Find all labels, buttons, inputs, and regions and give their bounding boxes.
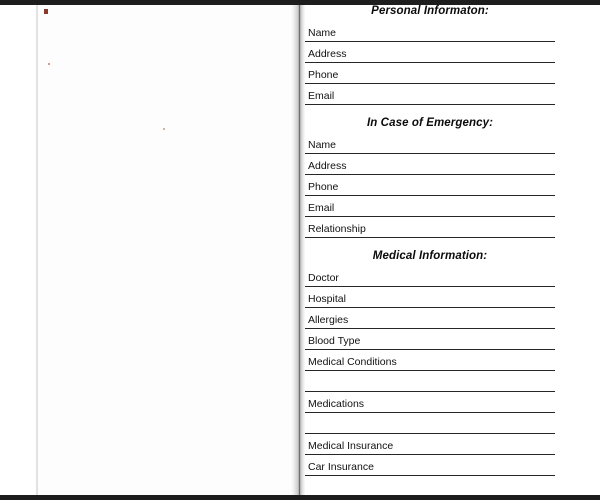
field-label: Allergies	[308, 314, 349, 326]
field-row[interactable]	[305, 287, 555, 308]
field-label: Medical Conditions	[308, 356, 397, 368]
field-label: Car Insurance	[308, 461, 374, 473]
section-title-emergency: In Case of Emergency:	[366, 117, 494, 129]
field-rule	[305, 104, 555, 105]
section-fields-medical	[305, 266, 555, 497]
field-row[interactable]	[305, 308, 555, 329]
notebook-spine-line	[299, 5, 300, 495]
field-label: Phone	[308, 181, 339, 193]
field-label: Email	[308, 90, 335, 102]
left-page-edge	[36, 5, 38, 495]
scan-speck	[48, 63, 50, 65]
field-label: Medical Insurance	[308, 440, 394, 452]
field-label: Blood Type	[308, 335, 361, 347]
field-row[interactable]	[305, 154, 555, 175]
field-label: Email	[308, 202, 335, 214]
scan-speck	[44, 9, 48, 14]
field-row[interactable]	[305, 175, 555, 196]
field-row-blank[interactable]	[305, 371, 555, 392]
left-blank-page	[36, 5, 292, 495]
section-title-medical: Medical Information:	[372, 250, 488, 262]
scan-edge-bottom	[0, 495, 600, 500]
form-body	[305, 5, 555, 497]
field-row[interactable]	[305, 266, 555, 287]
section-title-personal: Personal Informaton:	[371, 5, 489, 17]
field-label: Phone	[308, 69, 339, 81]
field-row-blank[interactable]	[305, 476, 555, 497]
field-row[interactable]	[305, 133, 555, 154]
field-label: Hospital	[308, 293, 346, 305]
field-row[interactable]	[305, 455, 555, 476]
field-label: Name	[308, 27, 337, 39]
field-row[interactable]	[305, 350, 555, 371]
field-row[interactable]	[305, 63, 555, 84]
field-row[interactable]	[305, 21, 555, 42]
scan-edge-left	[0, 0, 36, 500]
notebook-spine	[291, 5, 305, 495]
field-row-blank[interactable]	[305, 413, 555, 434]
field-row[interactable]	[305, 196, 555, 217]
scan-speck	[163, 128, 165, 130]
section-fields-personal	[305, 21, 555, 105]
field-label: Relationship	[308, 223, 366, 235]
field-row[interactable]	[305, 84, 555, 105]
scan-edge-right	[555, 0, 600, 500]
field-label: Address	[308, 48, 347, 60]
field-row[interactable]	[305, 392, 555, 413]
section-fields-emergency	[305, 133, 555, 238]
field-row[interactable]	[305, 42, 555, 63]
field-label: Address	[308, 160, 347, 172]
field-row[interactable]	[305, 434, 555, 455]
field-rule	[305, 237, 555, 238]
field-label: Medications	[308, 398, 365, 410]
field-label: Name	[308, 139, 337, 151]
field-label: Doctor	[308, 272, 339, 284]
field-row[interactable]	[305, 329, 555, 350]
field-row[interactable]	[305, 217, 555, 238]
scan-edge-top	[0, 0, 600, 5]
